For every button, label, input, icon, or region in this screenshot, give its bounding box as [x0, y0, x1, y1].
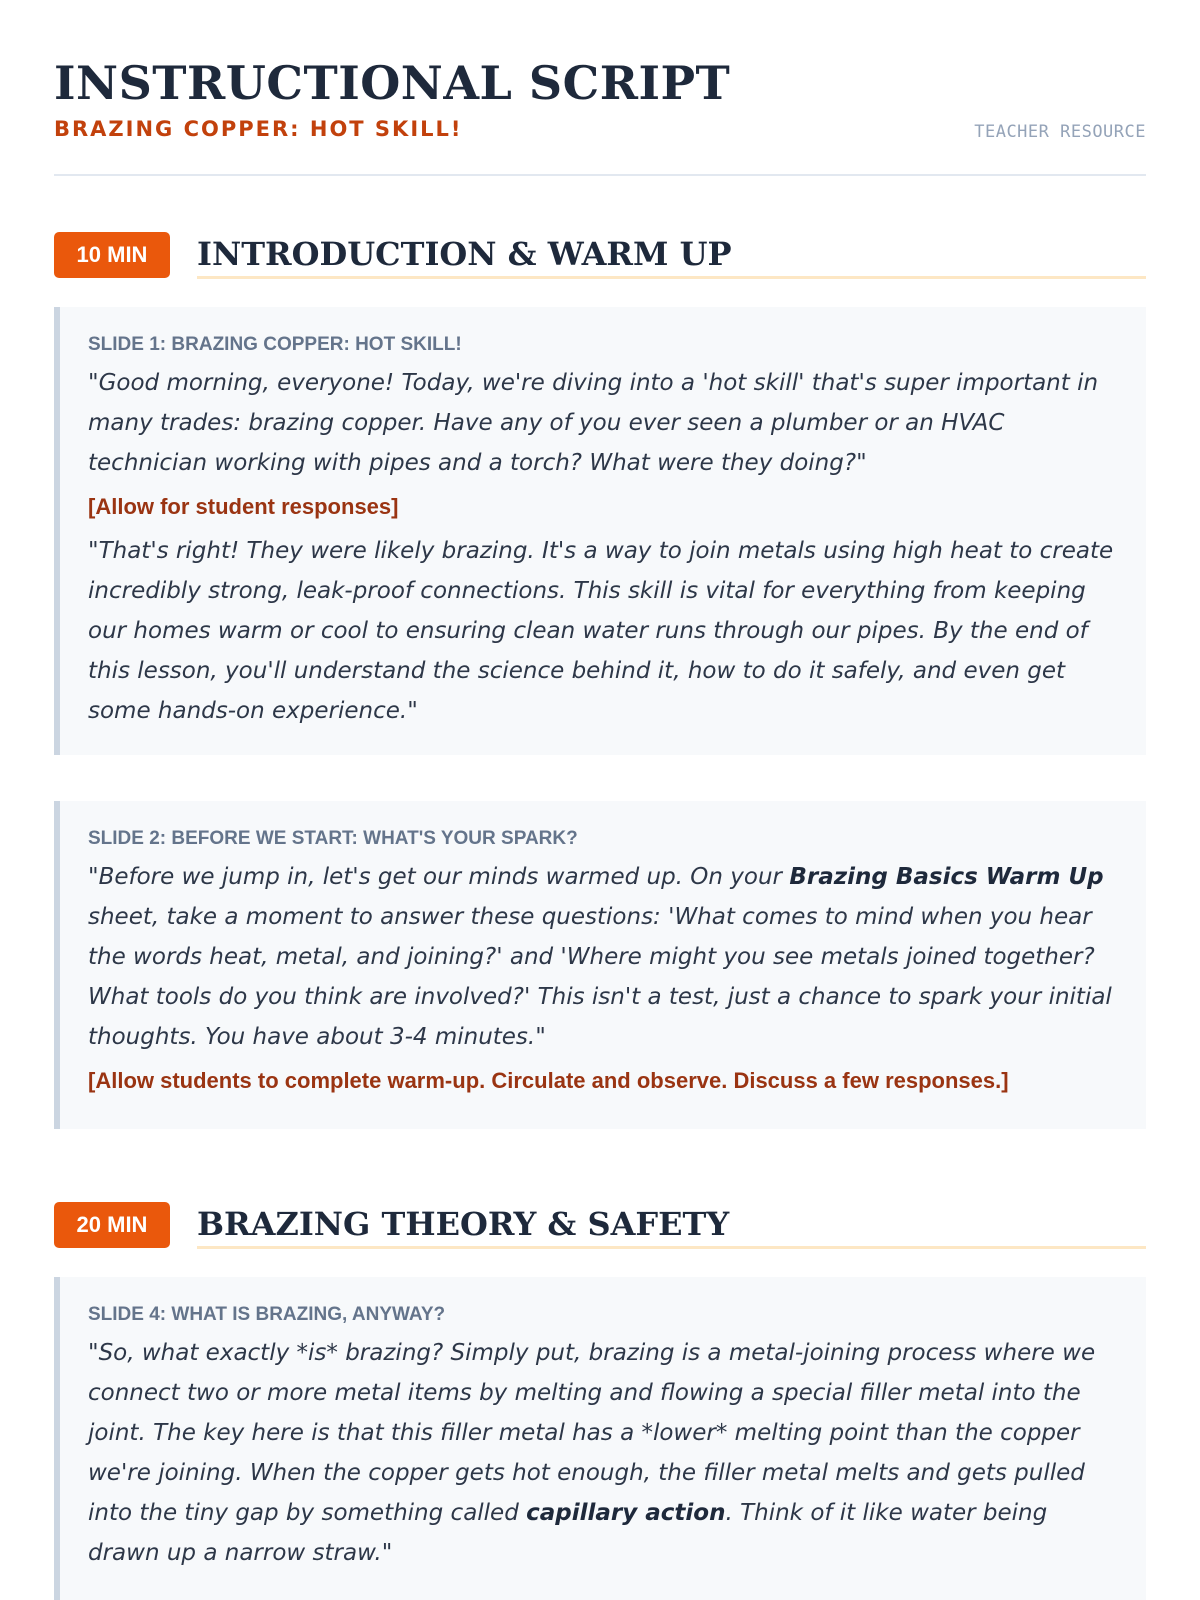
section-title: INTRODUCTION & WARM UP: [197, 234, 1146, 279]
slide-label: SLIDE 2: BEFORE WE START: WHAT'S YOUR SPARK?: [88, 828, 578, 849]
section-header-theory: [54, 1202, 1146, 1248]
script-speech: "Good morning, everyone! Today, we're diving into a 'hot skill' that's super important in many trades: brazing copper. Have any of you ever seen a plumber or an HVAC technician working with pipes and a torch? What were they doing?": [88, 370, 1099, 476]
script-speech: "That's right! They were likely brazing. It's a way to join metals using high heat to create incredibly strong, leak-proof connections. This skill is vital for everything from keeping our homes warm or cool to ensuring clean water runs through our pipes. By the end of this lesson, you'll understand the science behind it, how to do it safely, and even get some hands-on experience.": [88, 538, 1114, 724]
document-title: INSTRUCTIONAL SCRIPT: [54, 56, 731, 110]
section-title: BRAZING THEORY & SAFETY: [197, 1204, 1146, 1249]
document-subtitle: BRAZING COPPER: HOT SKILL!: [54, 117, 463, 141]
speech-text: "Before we jump in, let's get our minds warmed up. On your: [88, 864, 790, 890]
teacher-direction: [Allow students to complete warm-up. Circulate and observe. Discuss a few responses.]: [88, 1068, 1009, 1093]
header-divider: [54, 174, 1146, 176]
script-speech: [88, 1333, 1118, 1573]
speech-emphasis: Brazing Basics Warm Up: [789, 864, 1104, 890]
time-badge: 20 MIN: [54, 1202, 170, 1248]
speech-text: . Think of it like water being drawn up a narrow straw.": [88, 1500, 1048, 1566]
speech-text: sheet, take a moment to answer these questions: 'What comes to mind when you hear the words heat, metal, and joining?' and 'Where might you see metals joined together? What tools do you think are involved?' This isn't a test, just a chance to spark your initial thoughts. You have about 3-4 minutes.": [88, 904, 1112, 1050]
speech-text: "So, what exactly *is* brazing? Simply put, brazing is a metal-joining process where we connect two or more metal items by melting and flowing a special filler metal into the joint. The key here is that this filler metal has a *lower* melting point than the copper we're joining. When the copper gets hot enough, the filler metal melts and gets pulled into the tiny gap by something called: [88, 1340, 1096, 1526]
slide-label: SLIDE 1: BRAZING COPPER: HOT SKILL!: [88, 334, 462, 355]
time-badge: 10 MIN: [54, 232, 170, 278]
slide-card-1: [54, 307, 1146, 755]
resource-label: TEACHER RESOURCE: [974, 122, 1146, 142]
slide-card-2: [54, 801, 1146, 1129]
speech-emphasis: capillary action: [526, 1500, 726, 1526]
slide-label: SLIDE 4: WHAT IS BRAZING, ANYWAY?: [88, 1304, 446, 1325]
script-speech: [88, 857, 1118, 1057]
section-header-intro: [54, 232, 1146, 278]
slide-card-4: [54, 1277, 1146, 1600]
document-header: [54, 56, 1146, 142]
teacher-direction: [Allow for student responses]: [88, 494, 399, 519]
